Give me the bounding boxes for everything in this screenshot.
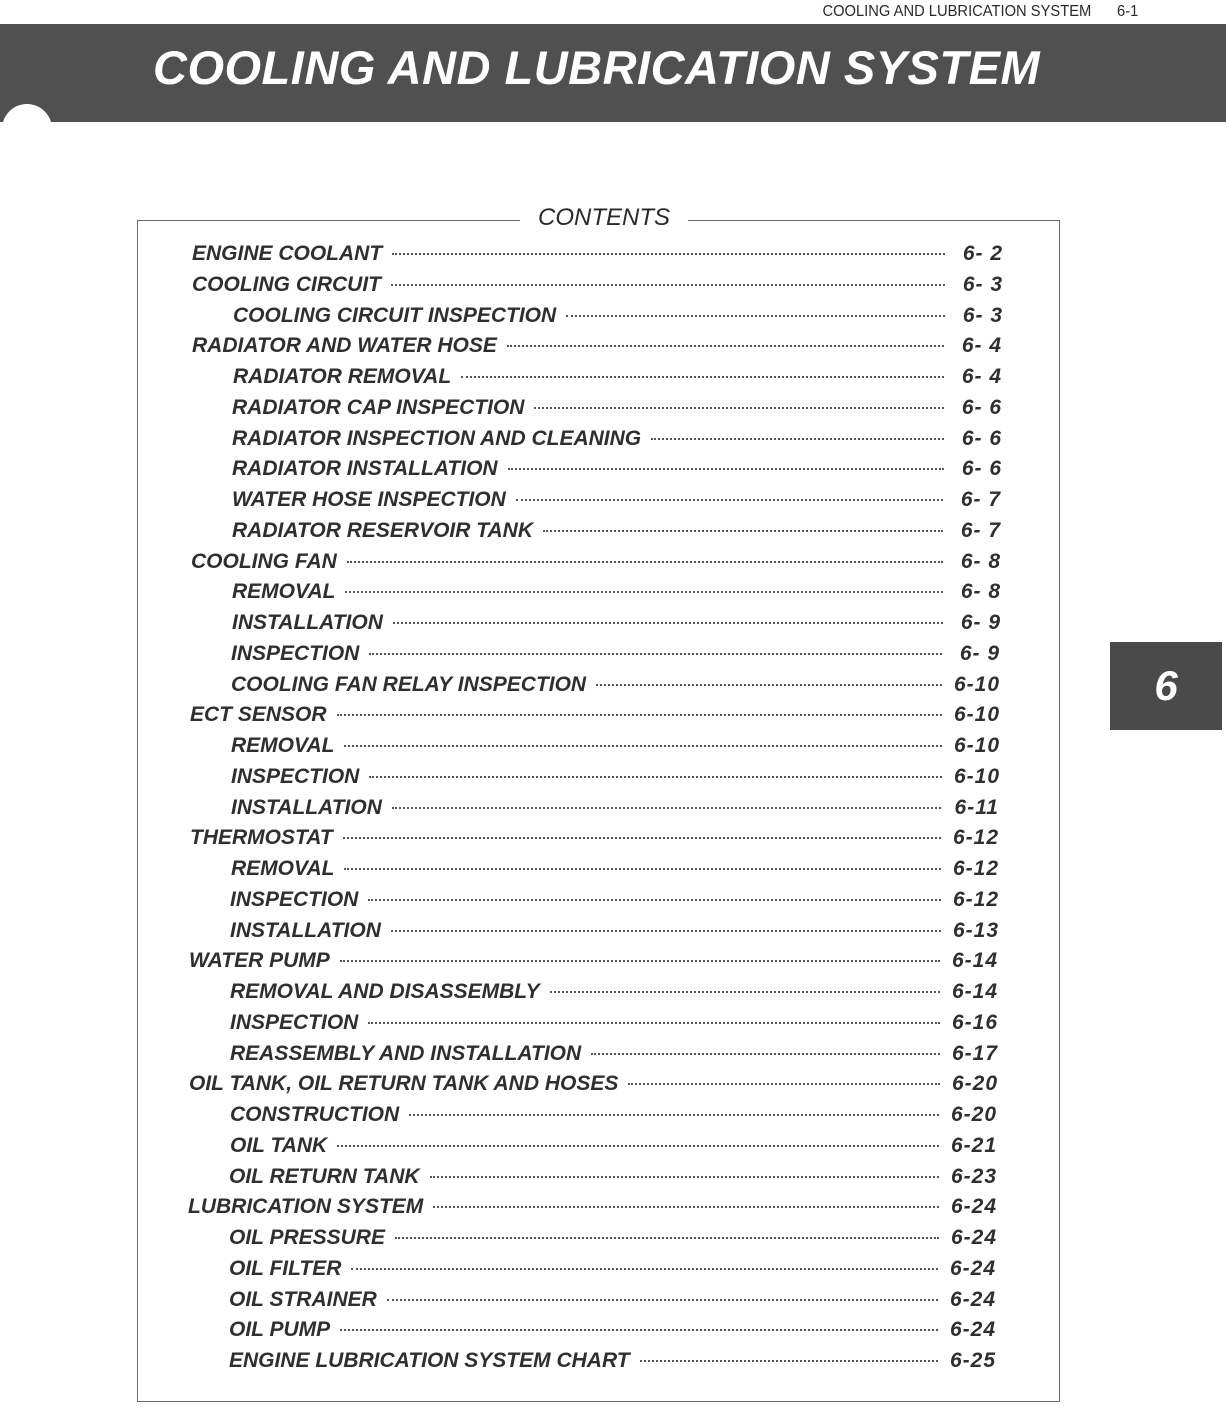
toc-entry-label: INSTALLATION xyxy=(231,795,382,819)
toc-entry xyxy=(232,611,1001,639)
toc-entry-page: 6- 3 xyxy=(962,272,1003,296)
toc-entry-label: REMOVAL xyxy=(231,734,335,757)
dot-leader xyxy=(368,1022,940,1024)
toc-entry-label: RADIATOR REMOVAL xyxy=(233,365,452,388)
dot-leader xyxy=(344,745,942,747)
toc-entry xyxy=(230,980,998,1008)
toc-entry-page: 6-23 xyxy=(950,1164,997,1188)
dot-leader xyxy=(391,284,945,286)
toc-entry-page: 6- 4 xyxy=(961,334,1002,358)
toc-entry-page: 6- 8 xyxy=(960,549,1001,573)
dot-leader xyxy=(566,315,945,317)
toc-entry-page: 6-24 xyxy=(949,1287,996,1311)
toc-entry-label: RADIATOR CAP INSPECTION xyxy=(232,395,525,419)
running-header xyxy=(822,0,1138,24)
toc-entry-page: 6-10 xyxy=(953,672,1000,696)
dot-leader xyxy=(591,1053,940,1055)
dot-leader xyxy=(508,468,944,470)
toc-entry-label: COOLING FAN xyxy=(191,549,337,573)
toc-entry-page: 6-17 xyxy=(951,1041,998,1065)
dot-leader xyxy=(395,1237,939,1239)
toc-entry-label: INSPECTION xyxy=(231,641,360,665)
toc-entry-page: 6-20 xyxy=(950,1103,997,1126)
toc-entry-label: RADIATOR RESERVOIR TANK xyxy=(232,518,534,542)
toc-entry xyxy=(189,1072,998,1100)
toc-entry xyxy=(232,396,1002,424)
toc-entry xyxy=(232,580,1001,608)
toc-entry-page: 6-24 xyxy=(950,1226,997,1249)
toc-entry xyxy=(229,1288,996,1316)
toc-entry xyxy=(230,1103,997,1131)
toc-entry-label: OIL PUMP xyxy=(229,1318,331,1342)
dot-leader xyxy=(516,499,943,501)
dot-leader xyxy=(351,1268,938,1270)
toc-entry xyxy=(231,857,999,885)
toc-entry xyxy=(229,1226,997,1254)
toc-entry-label: OIL STRAINER xyxy=(229,1287,377,1311)
toc-entry-label: REASSEMBLY AND INSTALLATION xyxy=(230,1041,582,1065)
toc-entry xyxy=(233,365,1002,393)
toc-entry xyxy=(192,273,1003,301)
toc-entry-page: 6-10 xyxy=(953,703,1000,727)
toc-entry-label: ECT SENSOR xyxy=(190,703,327,727)
section-tab: 6 xyxy=(1110,642,1222,730)
toc-entry-label: INSPECTION xyxy=(230,1010,359,1034)
toc-entry-label: ENGINE LUBRICATION SYSTEM CHART xyxy=(229,1349,630,1372)
toc-entry-label: INSTALLATION xyxy=(230,918,381,942)
toc-entry-page: 6-24 xyxy=(949,1256,996,1280)
toc-entry-label: ENGINE COOLANT xyxy=(192,242,383,265)
toc-entry-label: OIL RETURN TANK xyxy=(229,1164,420,1188)
toc-entry xyxy=(229,1165,997,1193)
toc-entry xyxy=(233,304,1003,332)
toc-entry-page: 6-20 xyxy=(951,1072,998,1096)
toc-entry xyxy=(232,457,1002,485)
toc-entry-label: REMOVAL xyxy=(232,580,336,604)
toc-entry-page: 6-25 xyxy=(949,1349,996,1372)
toc-entry xyxy=(231,734,1000,762)
toc-entry-label: COOLING CIRCUIT INSPECTION xyxy=(233,303,557,327)
toc-entry-label: WATER PUMP xyxy=(189,949,330,973)
dot-leader xyxy=(340,960,940,962)
dot-leader xyxy=(391,930,941,932)
dot-leader xyxy=(343,837,941,839)
toc-entry-page: 6-24 xyxy=(950,1195,997,1219)
toc-entry xyxy=(231,673,1000,701)
dot-leader xyxy=(340,1329,938,1331)
dot-leader xyxy=(392,253,945,255)
toc-entry-label: RADIATOR INSPECTION AND CLEANING xyxy=(232,426,642,450)
toc-entry-page: 6- 2 xyxy=(962,242,1003,265)
toc-entry-page: 6- 7 xyxy=(960,518,1001,542)
toc-entry-label: WATER HOSE INSPECTION xyxy=(232,488,506,511)
toc-entry-page: 6- 8 xyxy=(960,580,1001,604)
dot-leader xyxy=(461,376,944,378)
toc-entry xyxy=(232,427,1002,455)
toc-entry-page: 6-24 xyxy=(949,1318,996,1342)
toc-entry-page: 6-12 xyxy=(952,857,999,880)
banner-notch xyxy=(2,104,52,146)
dot-leader xyxy=(640,1360,938,1362)
dot-leader xyxy=(337,1145,939,1147)
dot-leader xyxy=(628,1083,940,1085)
dot-leader xyxy=(430,1176,939,1178)
toc-entry xyxy=(192,334,1002,362)
toc-entry xyxy=(230,1134,997,1162)
toc-entry-page: 6-10 xyxy=(953,764,1000,788)
toc-entry xyxy=(229,1257,996,1285)
dot-leader xyxy=(344,868,941,870)
dot-leader xyxy=(369,653,942,655)
dot-leader xyxy=(392,807,941,809)
toc-entry xyxy=(232,488,1001,516)
toc-entry-page: 6- 9 xyxy=(960,611,1001,634)
toc-entry xyxy=(232,519,1001,547)
toc-entry-label: OIL PRESSURE xyxy=(229,1226,385,1249)
toc-entry xyxy=(230,1042,998,1070)
dot-leader xyxy=(409,1114,939,1116)
toc-entry-label: OIL TANK, OIL RETURN TANK AND HOSES xyxy=(189,1072,619,1096)
dot-leader xyxy=(387,1299,938,1301)
toc-entry-label: INSPECTION xyxy=(230,887,359,911)
toc-entry xyxy=(188,1195,997,1223)
toc-entry-label: COOLING CIRCUIT xyxy=(192,272,381,296)
dot-leader xyxy=(345,591,943,593)
dot-leader xyxy=(393,622,943,624)
dot-leader xyxy=(347,561,943,563)
toc-entry-page: 6-14 xyxy=(951,980,998,1003)
toc-entry xyxy=(190,703,1000,731)
dot-leader xyxy=(369,776,942,778)
toc-entry xyxy=(192,242,1003,270)
dot-leader xyxy=(651,438,944,440)
toc-entry-page: 6- 6 xyxy=(961,457,1002,481)
dot-leader xyxy=(596,684,942,686)
dot-leader xyxy=(534,407,944,409)
toc-entry xyxy=(230,919,999,947)
toc-entry xyxy=(189,949,998,977)
toc-entry-label: CONSTRUCTION xyxy=(230,1103,400,1126)
toc-entry xyxy=(230,888,999,916)
toc-entry-page: 6-13 xyxy=(952,918,999,942)
dot-leader xyxy=(543,530,943,532)
toc-entry-page: 6-12 xyxy=(952,887,999,911)
toc-entry-label: OIL TANK xyxy=(230,1133,328,1157)
toc-entry-page: 6- 4 xyxy=(961,365,1002,388)
toc-entry-label: REMOVAL AND DISASSEMBLY xyxy=(230,980,540,1003)
toc-entry-page: 6-21 xyxy=(950,1133,997,1157)
toc-entry xyxy=(231,642,1000,670)
dot-leader xyxy=(337,714,942,716)
dot-leader xyxy=(368,899,941,901)
toc-entry-page: 6-10 xyxy=(953,734,1000,757)
toc-entry-label: LUBRICATION SYSTEM xyxy=(188,1195,424,1219)
chapter-title: COOLING AND LUBRICATION SYSTEM xyxy=(153,41,1041,94)
toc-entry-page: 6- 6 xyxy=(961,395,1002,419)
toc-entry-label: COOLING FAN RELAY INSPECTION xyxy=(231,672,587,696)
toc-entry-page: 6-14 xyxy=(951,949,998,973)
toc-entry-page: 6- 3 xyxy=(962,303,1003,327)
toc-entry-label: RADIATOR AND WATER HOSE xyxy=(192,334,497,358)
dot-leader xyxy=(507,345,944,347)
toc-entry-page: 6-12 xyxy=(952,826,999,850)
toc-entry-label: RADIATOR INSTALLATION xyxy=(232,457,498,481)
toc-entry-page: 6- 9 xyxy=(959,641,1000,665)
toc-entry xyxy=(191,550,1001,578)
toc-entry xyxy=(231,765,1000,793)
toc-entry-label: REMOVAL xyxy=(231,857,335,880)
toc-entry-page: 6- 6 xyxy=(961,426,1002,450)
toc-entry-label: THERMOSTAT xyxy=(190,826,333,850)
toc-entry-label: INSPECTION xyxy=(231,764,360,788)
contents-heading: CONTENTS xyxy=(520,204,688,232)
toc-entry-page: 6- 7 xyxy=(960,488,1001,511)
dot-leader xyxy=(550,991,940,993)
toc-entry-label: INSTALLATION xyxy=(232,611,383,634)
toc-entry-label: OIL FILTER xyxy=(229,1256,342,1280)
toc-entry xyxy=(231,796,999,824)
toc-entry-page: 6-11 xyxy=(954,795,999,819)
dot-leader xyxy=(433,1206,939,1208)
running-title: COOLING AND LUBRICATION SYSTEM xyxy=(822,3,1091,20)
toc-entry xyxy=(230,1011,998,1039)
toc-entry-page: 6-16 xyxy=(951,1010,998,1034)
toc-entry xyxy=(229,1318,996,1346)
toc-entry xyxy=(229,1349,996,1377)
page-number: 6-1 xyxy=(1116,3,1138,20)
toc-entry xyxy=(190,826,999,854)
